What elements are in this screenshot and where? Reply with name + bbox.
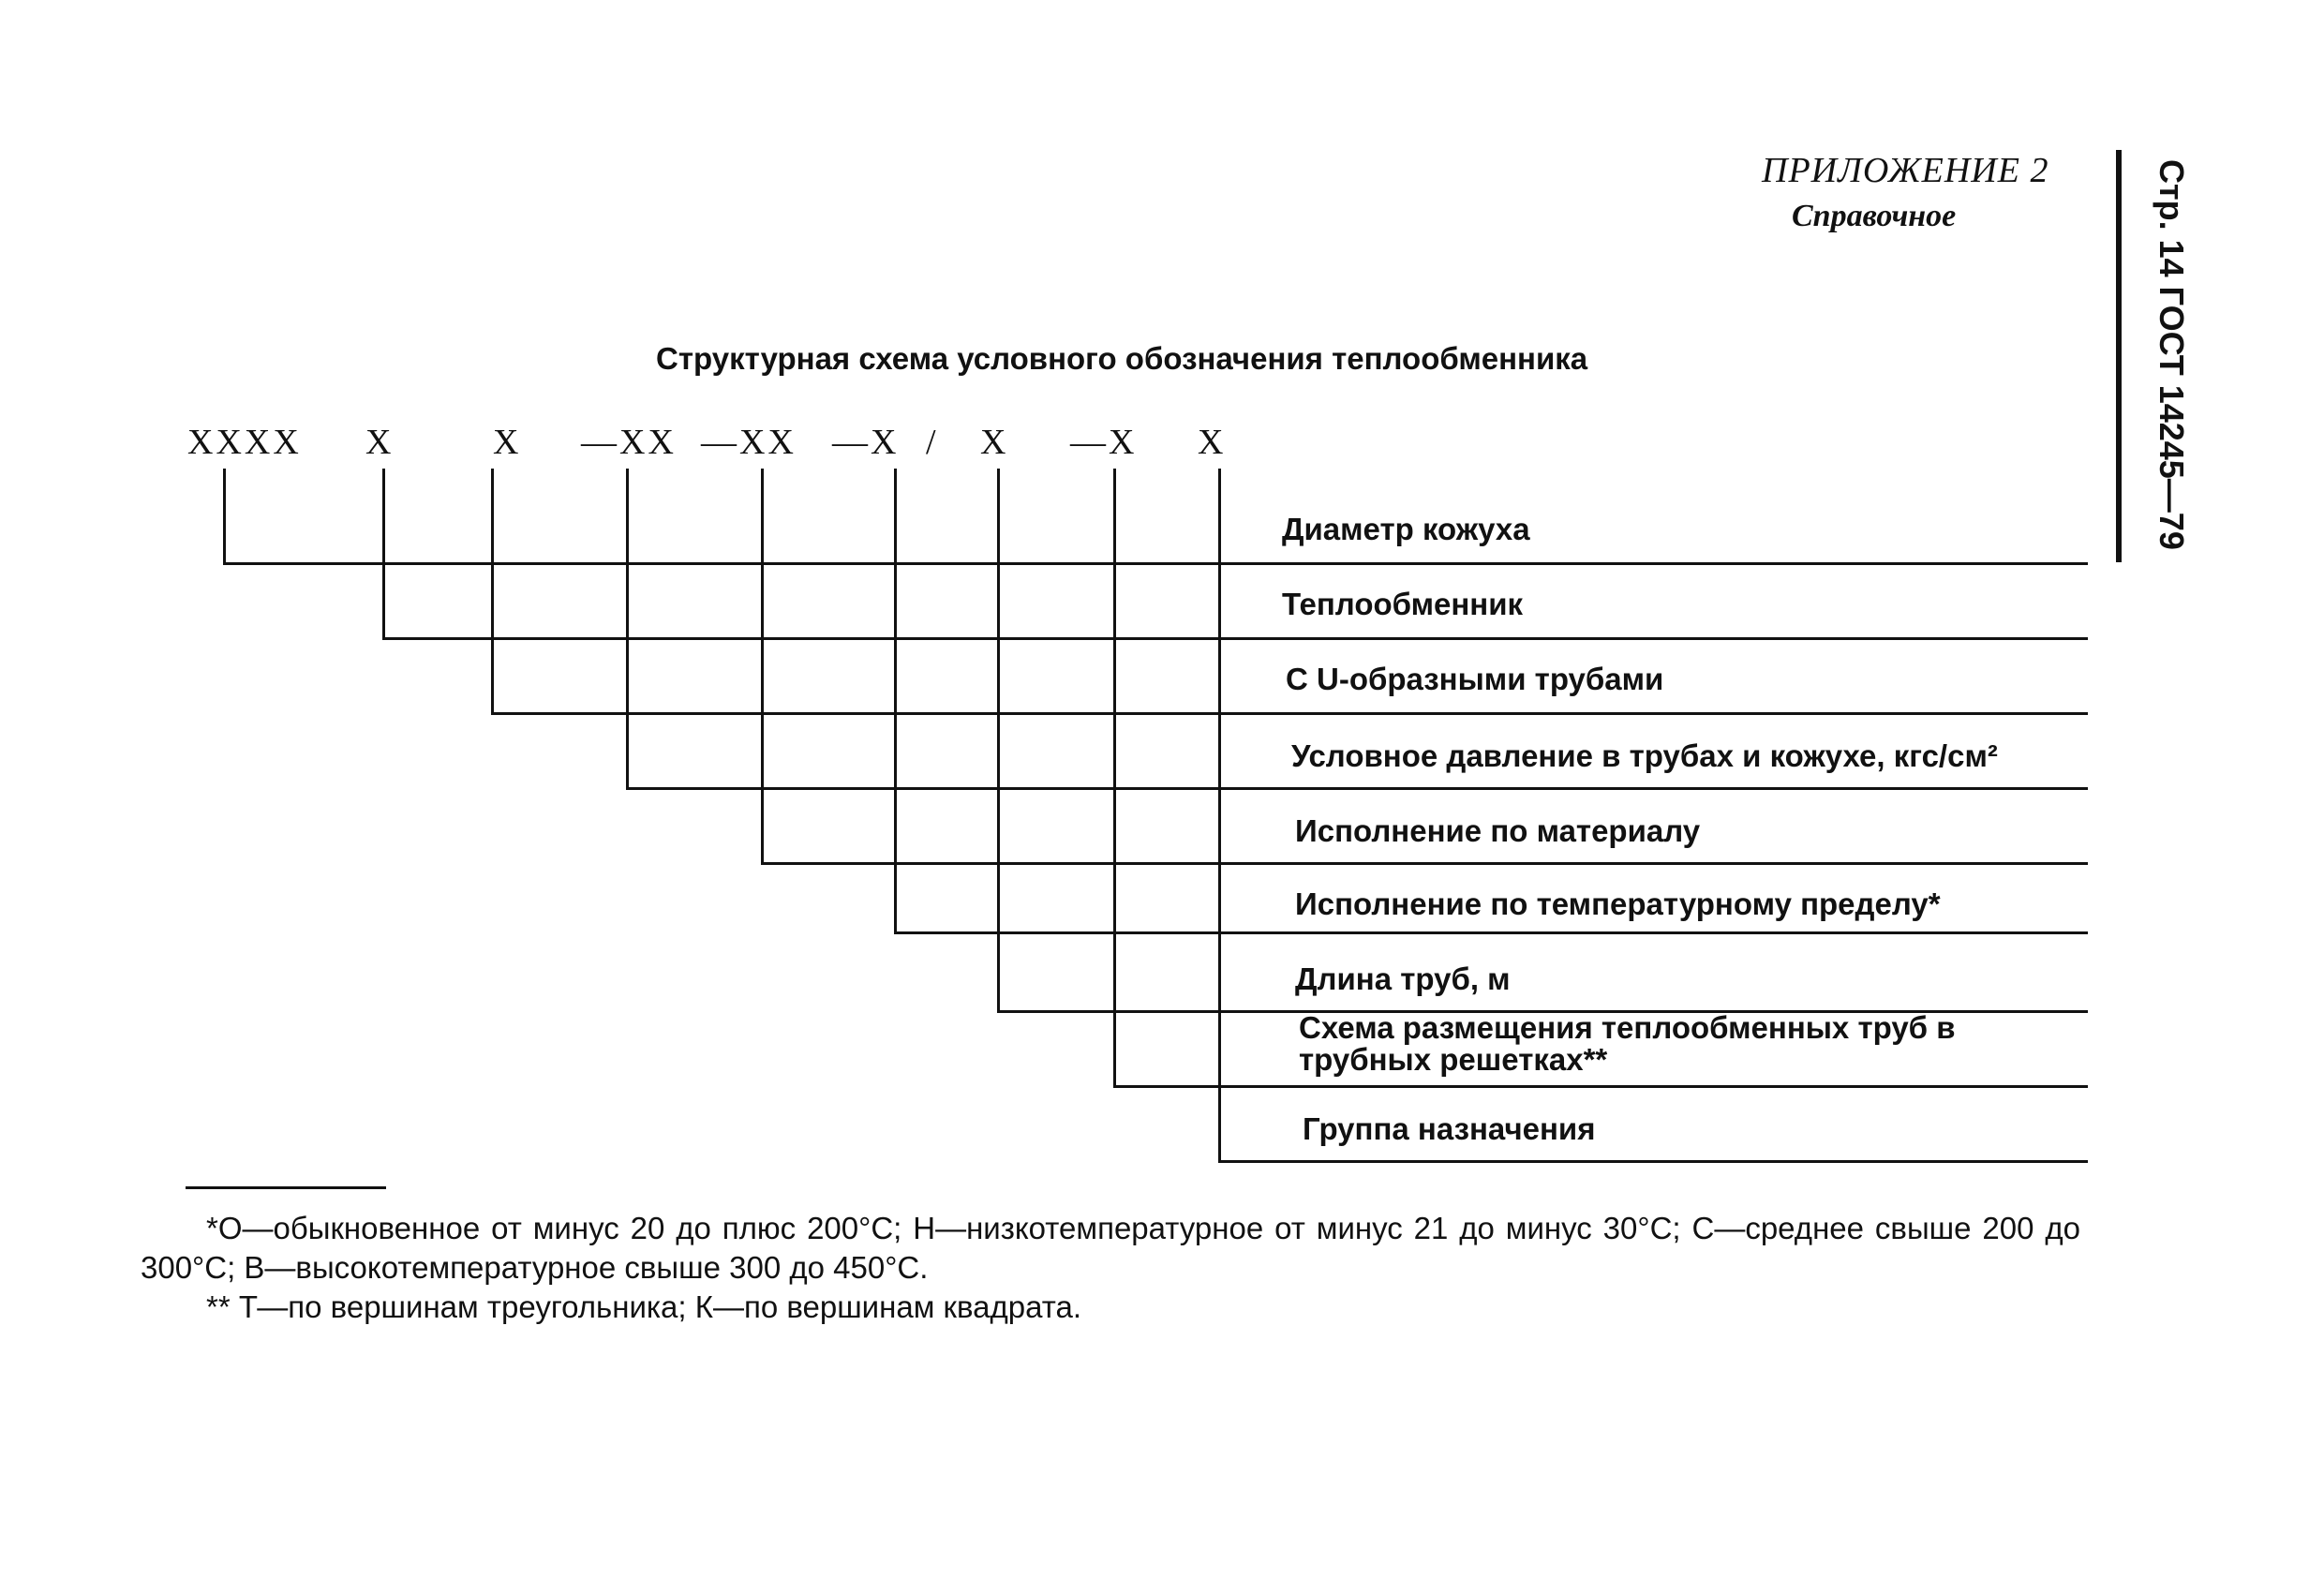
code-part-group: X [1198,423,1227,462]
page-ref-rule [2116,150,2122,562]
label-diameter: Диаметр кожуха [1282,512,1530,546]
code-separator: / [926,423,939,462]
appendix-title: ПРИЛОЖЕНИЕ 2 [1762,151,2049,190]
footnotes [141,1209,2080,1327]
footnote-rule [186,1186,386,1189]
code-part-material: —XX [701,423,797,462]
connector-length [997,469,1000,1012]
connector-tubes [491,469,494,714]
connector-diameter [223,469,226,564]
connector-material [761,469,764,864]
footnote-layout: ** Т—по вершинам треугольника; К—по вершинам квадрата. [206,1289,1082,1324]
label-exchanger: Теплообменник [1282,587,1524,621]
label-tubes: С U-образными трубами [1286,662,1664,696]
label-length: Длина труб, м [1295,961,1511,996]
label-material: Исполнение по материалу [1295,813,1701,848]
code-part-exchanger: X [365,423,395,462]
footnote-temperature: *О—обыкновенное от минус 20 до плюс 200°С; Н—низкотемпературное от минус 21 до минус 30°С; С—среднее свыше 200 до 300°С; В—высокотемпературное свыше 300 до 450°С. [141,1211,2080,1285]
label-temperature: Исполнение по температурному пределу* [1295,886,1941,921]
rule-material [761,862,2088,865]
code-part-length: X [980,423,1009,462]
connector-exchanger [382,469,385,639]
connector-pressure [626,469,629,789]
rule-pressure [626,787,2088,790]
code-part-diameter: XXXX [187,423,302,462]
rule-tubes [491,712,2088,715]
rule-exchanger [382,637,2088,640]
scheme-title: Структурная схема условного обозначения теплообменника [656,341,1588,376]
rule-layout [1113,1085,2088,1088]
connector-layout [1113,469,1116,1087]
label-group: Группа назначения [1303,1111,1596,1146]
appendix-subtitle: Справочное [1792,199,1957,233]
label-pressure: Условное давление в трубах и кожухе, кгс/см² [1291,738,1998,773]
rule-diameter [223,562,2088,565]
rule-temperature [894,931,2088,934]
code-part-layout: —X [1070,423,1138,462]
rule-group [1218,1160,2088,1163]
label-layout: Схема размещения теплообменных труб в трубных решетках** [1299,1010,1956,1077]
page-reference: Стр. 14 ГОСТ 14245—79 [2153,159,2191,550]
code-part-pressure: —XX [581,423,677,462]
code-part-temperature: —X [832,423,900,462]
connector-group [1218,469,1221,1162]
code-part-tubes: X [493,423,522,462]
